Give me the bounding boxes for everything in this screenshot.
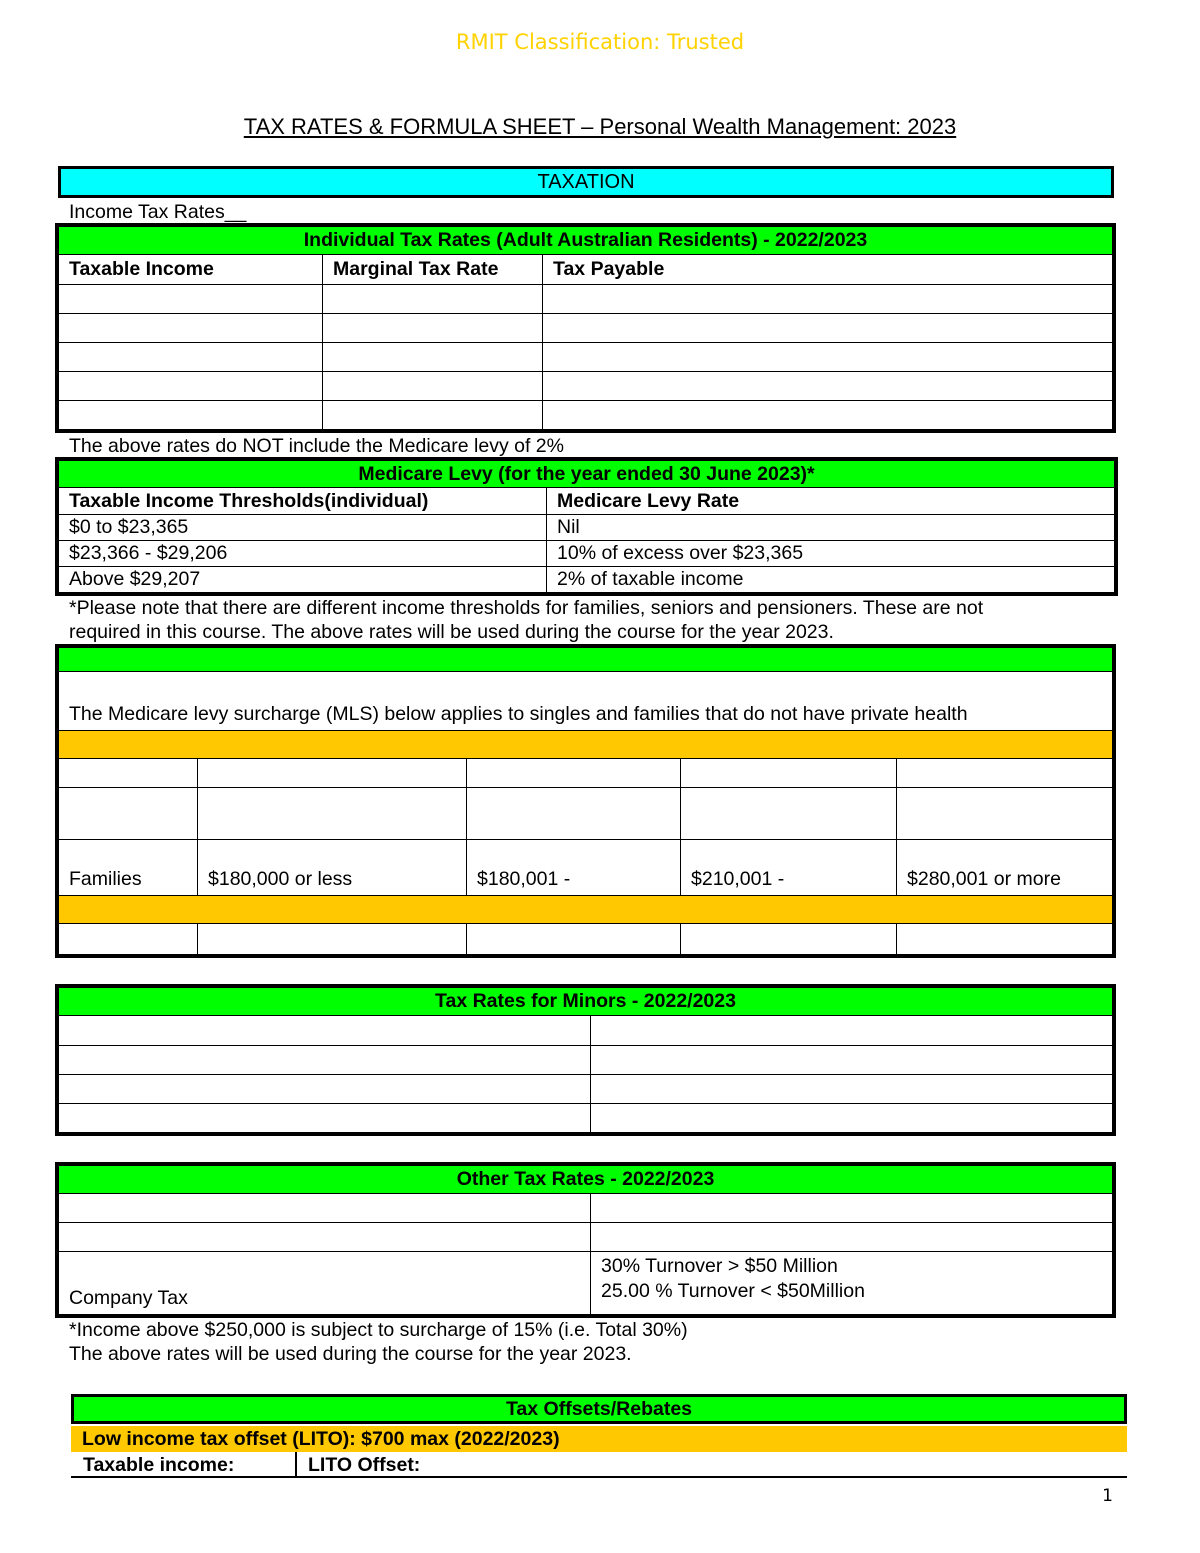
rate-cell: 10% of excess over $23,365 [547, 541, 1115, 567]
company-rate-line-2: 25.00 % Turnover < $50Million [601, 1280, 865, 1302]
taxation-heading: TAXATION [58, 166, 1114, 198]
table-row [59, 788, 1113, 840]
tier-1-cell: $180,001 - [467, 840, 681, 896]
other-tax-table [58, 1165, 1113, 1315]
medicare-exclusion-note: The above rates do NOT include the Medicare levy of 2% [69, 435, 564, 457]
table-row [59, 1075, 1113, 1104]
col-medicare-levy-rate: Medicare Levy Rate [547, 488, 1115, 515]
lito-col-offset: LITO Offset: [308, 1454, 421, 1476]
table-row [59, 1016, 1113, 1046]
individual-tax-heading: Individual Tax Rates (Adult Australian Residents) - 2022/2023 [59, 227, 1113, 255]
threshold-cell: $0 to $23,365 [59, 515, 547, 541]
table-row [59, 1194, 1113, 1223]
lito-heading: Low income tax offset (LITO): $700 max (2022/2023) [71, 1426, 1127, 1452]
table-row [59, 541, 1115, 567]
mls-gold-bar-2 [59, 896, 1113, 924]
table-row [59, 285, 1113, 314]
threshold-cell: Above $29,207 [59, 567, 547, 593]
tier-3-cell: $280,001 or more [897, 840, 1113, 896]
medicare-levy-heading: Medicare Levy (for the year ended 30 June 2023)* [59, 461, 1115, 488]
table-row [59, 1223, 1113, 1252]
other-rates-note: The above rates will be used during the course for the year 2023. [69, 1343, 632, 1365]
minors-heading: Tax Rates for Minors - 2022/2023 [59, 988, 1113, 1016]
page-title: TAX RATES & FORMULA SHEET – Personal Wealth Management: 2023 [243, 114, 957, 139]
surcharge-note: *Income above $250,000 is subject to surcharge of 15% (i.e. Total 30%) [69, 1319, 688, 1341]
page-number: 1 [1102, 1486, 1113, 1506]
mls-table [58, 647, 1113, 955]
threshold-cell: $23,366 - $29,206 [59, 541, 547, 567]
col-income-thresholds: Taxable Income Thresholds(individual) [59, 488, 547, 515]
mls-description: The Medicare levy surcharge (MLS) below applies to singles and families that do not have private health [59, 672, 1113, 731]
table-row [59, 567, 1115, 593]
table-row [59, 314, 1113, 343]
company-tax-label: Company Tax [59, 1252, 591, 1315]
table-row [59, 924, 1113, 955]
col-taxable-income: Taxable Income [59, 255, 323, 285]
table-row [59, 515, 1115, 541]
individual-tax-table [58, 226, 1113, 430]
table-row [59, 1252, 1113, 1315]
tier-base-cell: $180,000 or less [198, 840, 467, 896]
classification-label: RMIT Classification: Trusted [455, 30, 745, 54]
other-tax-heading: Other Tax Rates - 2022/2023 [59, 1166, 1113, 1194]
income-tax-rates-label: Income Tax Rates__ [69, 201, 247, 223]
families-label: Families [59, 840, 198, 896]
lito-col-taxable-income: Taxable income: [71, 1452, 297, 1476]
medicare-note-line-2: required in this course. The above rates will be used during the course for the year 2023. [69, 621, 834, 643]
medicare-levy-table [58, 460, 1115, 593]
lito-table-header [71, 1452, 1127, 1478]
table-row [59, 401, 1113, 430]
table-row [59, 1104, 1113, 1133]
rate-cell: Nil [547, 515, 1115, 541]
tax-offsets-heading: Tax Offsets/Rebates [71, 1394, 1127, 1424]
medicare-note-line-1: *Please note that there are different income thresholds for families, seniors and pensioners. These are not [69, 597, 984, 619]
table-row [59, 840, 1113, 896]
tier-2-cell: $210,001 - [681, 840, 897, 896]
company-rate-line-1: 30% Turnover > $50 Million [601, 1255, 838, 1277]
table-row [59, 759, 1113, 788]
mls-gold-bar [59, 731, 1113, 759]
table-row [59, 1046, 1113, 1075]
rate-cell: 2% of taxable income [547, 567, 1115, 593]
table-row [59, 372, 1113, 401]
col-marginal-tax-rate: Marginal Tax Rate [323, 255, 543, 285]
company-tax-rate [591, 1252, 1113, 1315]
col-tax-payable: Tax Payable [543, 255, 1113, 285]
minors-tax-table [58, 987, 1113, 1133]
mls-green-bar [59, 648, 1113, 672]
table-row [59, 343, 1113, 372]
